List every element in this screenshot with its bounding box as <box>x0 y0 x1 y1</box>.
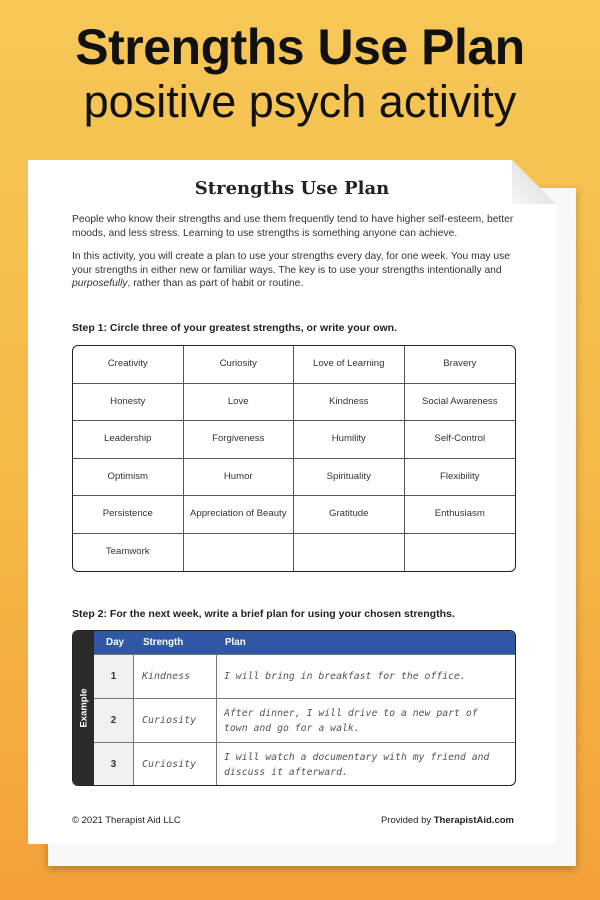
row-strength[interactable]: Curiosity <box>134 699 217 742</box>
row-day: 1 <box>94 655 134 698</box>
banner-title: Strengths Use Plan <box>75 19 525 75</box>
strength-cell[interactable]: Enthusiasm <box>405 496 516 534</box>
table-row <box>94 654 515 698</box>
header-day: Day <box>106 637 124 648</box>
example-side-tab <box>73 631 94 785</box>
strength-cell[interactable]: Humor <box>184 459 295 497</box>
strength-cell[interactable]: Honesty <box>73 384 184 422</box>
strength-cell[interactable]: Love <box>184 384 295 422</box>
row-strength[interactable]: Curiosity <box>134 743 217 786</box>
strength-cell[interactable]: Flexibility <box>405 459 516 497</box>
header-strength: Strength <box>143 637 184 648</box>
plan-table <box>72 630 516 786</box>
strength-cell[interactable]: Humility <box>294 421 405 459</box>
instructions-text: In this activity, you will create a plan to use your strengths every day, for one week. You may use your strengths in either new or familiar ways. The key is to use your strengths intentionally and <box>72 251 511 276</box>
strength-cell-blank[interactable] <box>184 534 295 572</box>
strength-cell[interactable]: Optimism <box>73 459 184 497</box>
strength-cell-blank[interactable] <box>405 534 516 572</box>
provider-footer <box>381 815 514 826</box>
plan-table-header <box>94 631 515 654</box>
table-row <box>94 698 515 742</box>
instructions-emphasis: purposefully <box>72 278 128 289</box>
banner <box>0 18 600 128</box>
worksheet-title: Strengths Use Plan <box>194 178 390 199</box>
provider-prefix: Provided by <box>380 815 434 826</box>
strength-cell[interactable]: Love of Learning <box>294 346 405 384</box>
copyright-footer: © 2021 Therapist Aid LLC <box>72 815 181 826</box>
intro-paragraph: People who know their strengths and use them frequently tend to have higher self-esteem, better moods, and less stress. Learning to use strengths is something anyone can achieve. <box>72 214 514 239</box>
banner-subtitle: positive psych activity <box>83 76 517 127</box>
strength-cell[interactable]: Forgiveness <box>184 421 295 459</box>
strength-cell[interactable]: Gratitude <box>294 496 405 534</box>
strength-cell[interactable]: Teamwork <box>73 534 184 572</box>
instructions-paragraph <box>72 250 522 291</box>
strength-cell[interactable]: Creativity <box>73 346 184 384</box>
row-day: 3 <box>94 743 134 786</box>
strength-cell[interactable]: Leadership <box>73 421 184 459</box>
row-strength[interactable]: Kindness <box>134 655 217 698</box>
step1-heading: Step 1: Circle three of your greatest strengths, or write your own. <box>72 322 397 334</box>
strength-cell-blank[interactable] <box>294 534 405 572</box>
row-day: 2 <box>94 699 134 742</box>
table-row <box>94 742 515 786</box>
strength-cell[interactable]: Social Awareness <box>405 384 516 422</box>
strength-cell[interactable]: Bravery <box>405 346 516 384</box>
header-plan: Plan <box>225 637 246 648</box>
provider-brand[interactable]: TherapistAid.com <box>433 815 514 826</box>
example-label: Example <box>78 688 89 728</box>
row-plan[interactable]: I will watch a documentary with my friend and discuss it afterward. <box>224 751 490 778</box>
strength-cell[interactable]: Appreciation of Beauty <box>184 496 295 534</box>
instructions-text-end: , rather than as part of habit or routine. <box>127 278 304 289</box>
strength-cell[interactable]: Kindness <box>294 384 405 422</box>
strength-cell[interactable]: Curiosity <box>184 346 295 384</box>
step2-heading: Step 2: For the next week, write a brief plan for using your chosen strengths. <box>72 608 455 620</box>
strengths-grid <box>72 345 516 572</box>
row-plan[interactable]: I will bring in breakfast for the office. <box>224 671 466 682</box>
strength-cell[interactable]: Persistence <box>73 496 184 534</box>
row-plan[interactable]: After dinner, I will drive to a new part of town and go for a walk. <box>224 707 478 734</box>
strength-cell[interactable]: Self-Control <box>405 421 516 459</box>
strength-cell[interactable]: Spirituality <box>294 459 405 497</box>
